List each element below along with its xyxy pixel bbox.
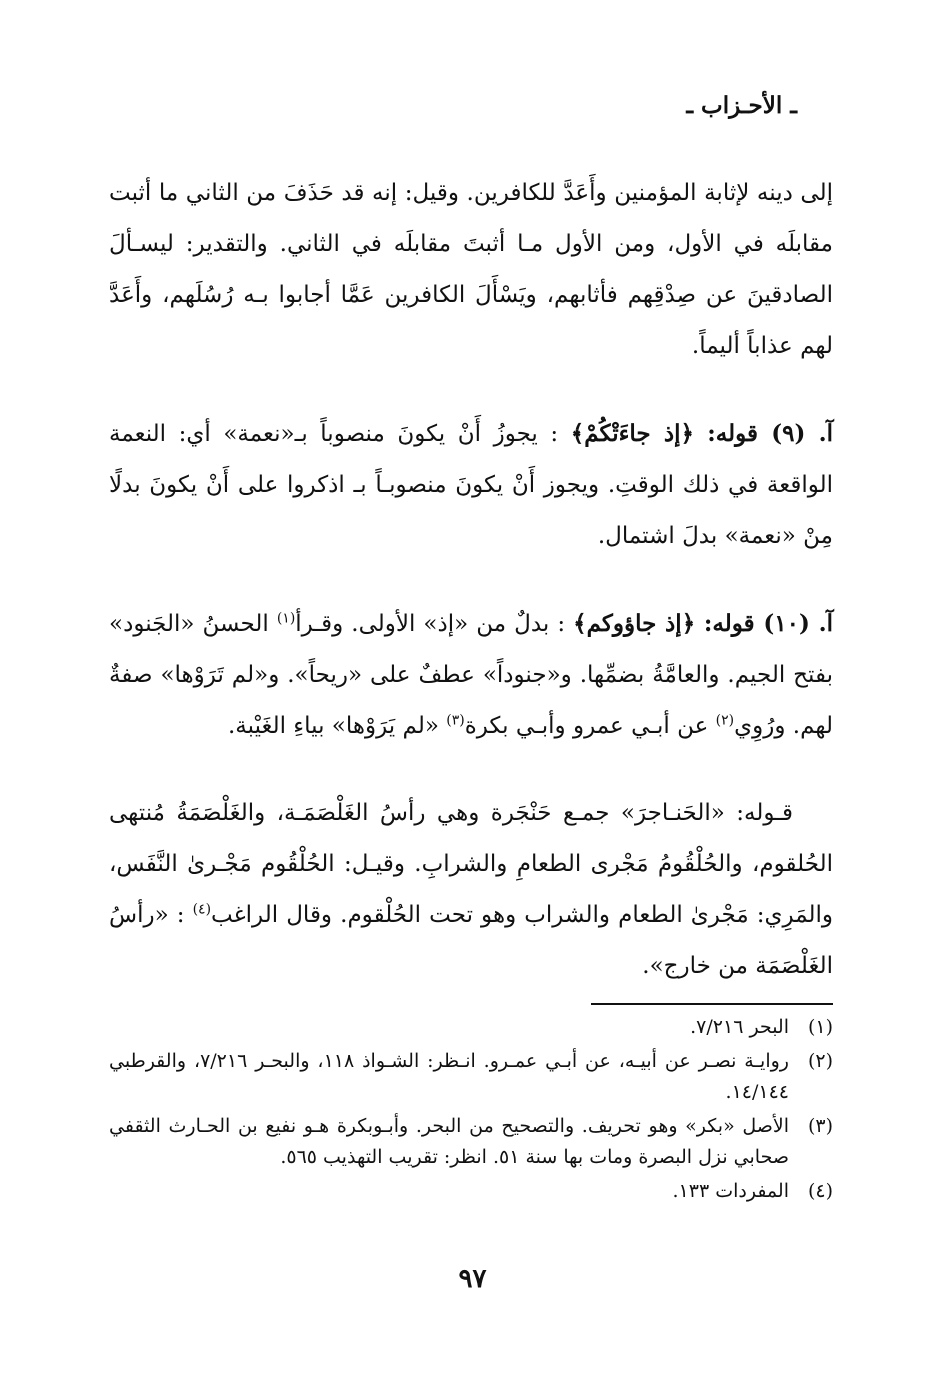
verse-heading: آ. (١٠) قوله: ﴿إذ جاؤوكم﴾ <box>573 610 833 637</box>
verse-heading: آ. (٩) قوله: ﴿إذ جاءَتْكُمْ﴾ <box>570 420 834 447</box>
footnote-text: البحر ٧/٢١٦. <box>690 1016 789 1038</box>
paragraph-verse-10 <box>109 598 833 752</box>
paragraph-text: قـوله: «الحَنـاجرَ» جمـع حَنْجَرة وهي رأسُ الغَلْصَمَـة، والغَلْصَمَةُ مُنتهى الحُلقوم، والحُلْقُومُ مَجْرى الطعامِ والشرابِ. وقيـل: الحُلْقُوم مَجْـرىٰ النَّفَس، والمَرِي: مَجْرىٰ الطعام والشراب وهو تحت الحُلْقوم. وقال الراغب <box>109 800 833 928</box>
footnote-ref: (٤) <box>192 901 212 918</box>
footnote-text: الأصل «بكر» وهو تحريف. والتصحيح من البحر. وأبـوبكرة هـو نفيع بن الحـارث الثقفي صحابي نزل البصرة ومات بها سنة ٥١. انظر: تقريب التهذيب ٥٦٥. <box>109 1115 789 1168</box>
footnote-item <box>109 1046 833 1108</box>
paragraph-text: : بدلٌ من «إذ» الأولى. وقـرأ <box>295 611 566 637</box>
footnote-ref: (٢) <box>715 712 735 729</box>
running-header: ـ الأحـزاب ـ <box>686 92 797 119</box>
paragraph-text: إلى دينه لإثابة المؤمنين وأَعَدَّ للكافرين. وقيل: إنه قد حَذَفَ من الثاني ما أثبت مقابلَه في الأول، ومن الأول مـا أثبتَ مقابلَه في الثاني. والتقدير: ليسـألَ الصادقينَ عن صِدْقِهم فأثابهم، ويَسْأَلَ الكافرين عَمَّا أجابوا بـه رُسُلَهم، وأَعَدَّ لهم عذاباً أليماً. <box>109 180 833 359</box>
footnote-item <box>109 1176 833 1207</box>
footnote-number: (٤) <box>807 1180 833 1202</box>
footnote-number: (١) <box>807 1016 833 1038</box>
footnote-item <box>109 1111 833 1173</box>
paragraph-text: الحسنُ «الجَنود» بفتح الجيم. والعامَّةُ بضمِّها. و«جنوداً» عطفٌ على «ريحاً». و«لم تَرَوْها» صفةٌ لهم. ورُوِي <box>109 611 833 739</box>
footnote-divider <box>591 1003 833 1005</box>
footnote-item <box>109 1012 833 1043</box>
paragraph-text: «لم يَرَوْها» بياءِ الغَيْبة. <box>227 713 439 739</box>
footnote-text: روايـة نصـر عن أبيـه، عن أبـي عمـرو. انـظر: الشـواذ ١١٨، والبحـر ٧/٢١٦، والقرطبي ١٤/١٤٤. <box>109 1050 789 1103</box>
paragraph-hanajir <box>109 788 833 992</box>
footnotes <box>109 1012 833 1210</box>
main-text <box>109 168 833 1028</box>
page-number: ٩٧ <box>458 1264 487 1294</box>
footnote-number: (٣) <box>807 1115 833 1137</box>
paragraph-verse-9 <box>109 408 833 562</box>
paragraph-1 <box>109 168 833 372</box>
paragraph-text: : يجوزُ أَنْ يكونَ منصوباً بـ«نعمة» أي: النعمة الواقعة في ذلك الوقتِ. ويجوز أَنْ يكونَ منصوبـاً بـ اذكروا على أَنْ يكونَ بدلًا مِنْ «نعمة» بدلَ اشتمال. <box>109 421 833 549</box>
footnote-ref: (٣) <box>446 712 465 729</box>
footnote-number: (٢) <box>807 1050 833 1072</box>
footnote-text: المفردات ١٣٣. <box>672 1180 789 1202</box>
footnote-ref: (١) <box>276 610 296 627</box>
paragraph-text: : «رأسُ الغَلْصَمَة من خارج». <box>109 902 833 979</box>
paragraph-text: عن أبـي عمرو وأبـي بكرة <box>464 713 709 739</box>
